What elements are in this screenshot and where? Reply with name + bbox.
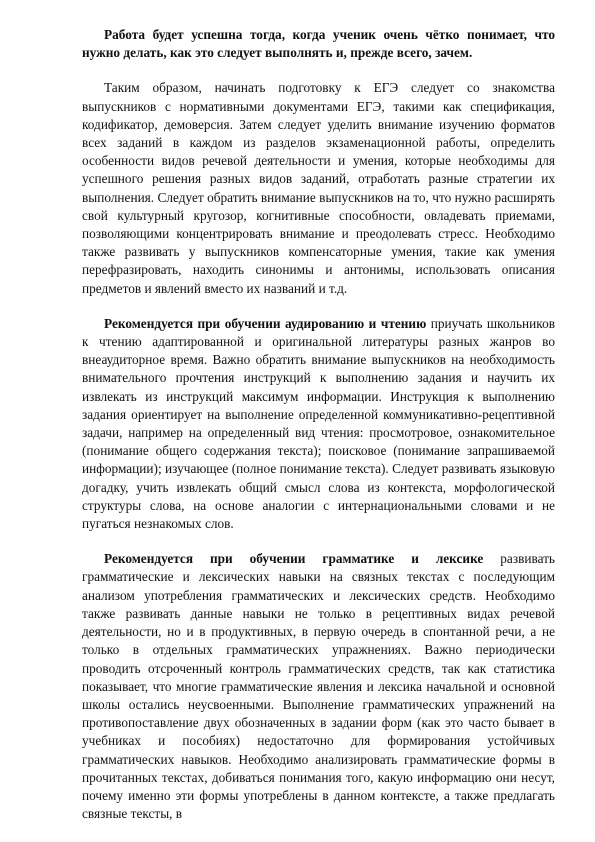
reading-listening-heading: Рекомендуется при обучении аудированию и чтению: [104, 315, 427, 331]
grammar-vocabulary-text: развивать грамматические и лексических навыки на связных текстах с последующим анализом употребления грамматических и лексических средств. Необходимо также развивать данные навыки не только в рецептивных видах речевой деятельности, но и в продуктивных, в первую очередь в спонтанной речи, а не только в отдельных грамматических упражнениях. Важно периодически проводить отсроченный контроль грамматических средств, так как статистика показывает, что многие грамматические явления и лексика начальной и основной школы остались неусвоенными. Выполнение грамматических упражнений на противопоставление двух обозначенных в задании форм (как это часто бывает в учебниках и пособиях) недостаточно для формирования устойчивых грамматических навыков. Необходимо анализировать грамматические формы в прочитанных текстах, добиваться понимания того, какую информацию они несут, почему именно эти формы употреблены в данном контексте, а также предлагать связные тексты, в: [82, 551, 555, 822]
reading-listening-paragraph: [82, 315, 555, 533]
preparation-paragraph: Таким образом, начинать подготовку к ЕГЭ следует со знакомства выпускников с нормативными документами ЕГЭ, такими как спецификация, кодификатор, демоверсия. Затем следует уделить внимание изучению форматов всех заданий в каждом из разделов экзаменационной работы, определить особенности видов речевой деятельности и умения, которые необходимы для успешного решения разных видов заданий, отработать разные стратегии их выполнения. Следует обратить внимание выпускников на то, что нужно расширять свой культурный кругозор, когнитивные способности, овладевать приемами, позволяющими концентрировать внимание и преодолевать стресс. Необходимо также развивать у выпускников компенсаторные умения, такие как умения перефразировать, находить синонимы и антонимы, использовать описания предметов и явлений вместо их названий и т.д.: [82, 80, 555, 296]
reading-listening-text: приучать школьников к чтению адаптированной и оригинальной литературы разных жанров во внеаудиторное время. Важно обратить внимание выпускников на необходимость внимательного прочтения инструкций к выполнению задания и научить их извлекать из инструкций максимум информации. Инструкция к выполнению задания ориентирует на выполнение определенной коммуникативно-рецептивной задачи, например на определенный вид чтения: просмотровое, ознакомительное (понимание общего содержания текста); поисковое (понимание запрашиваемой информации); изучающее (полное понимание текста). Следует развивать языковую догадку, учить извлекать общий смысл слова из контекста, морфологической структуры слова, на основе аналогии с интернациональными словами и не пугаться незнакомых слов.: [82, 315, 556, 532]
grammar-vocabulary-paragraph: [82, 550, 555, 823]
intro-bold-text: Работа будет успешна тогда, когда ученик очень чётко понимает, что нужно делать, как это следует выполнять и, прежде всего, зачем.: [82, 27, 555, 61]
intro-paragraph: [82, 26, 555, 62]
grammar-vocabulary-heading: Рекомендуется при обучении грамматике и лексике: [104, 551, 484, 567]
